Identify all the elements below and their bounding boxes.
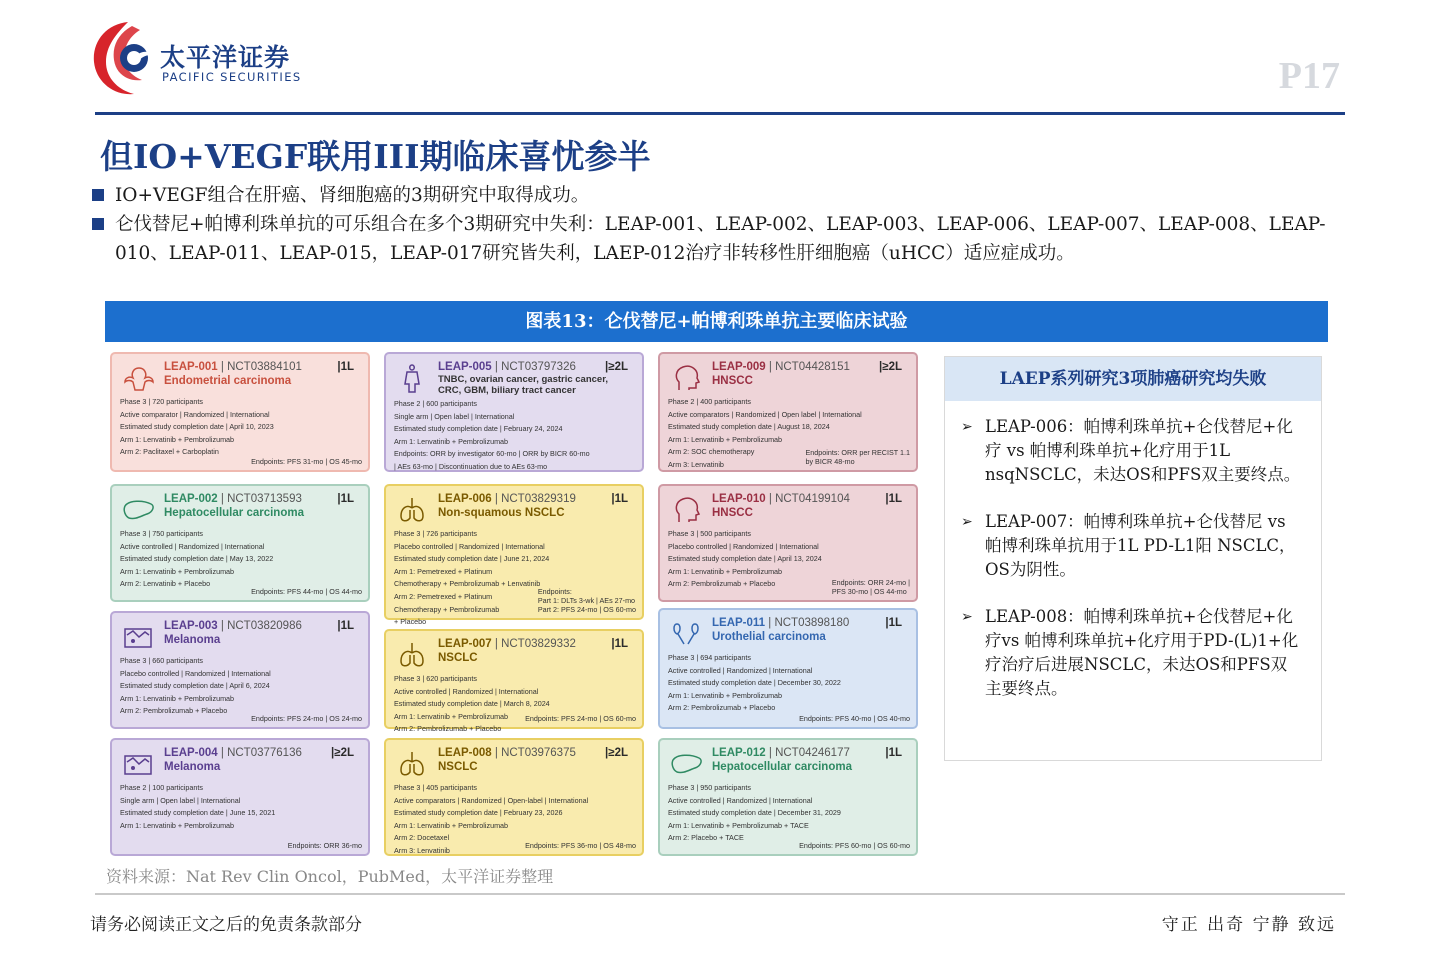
trial-detail-row: Chemotherapy + Pembrolizumab + Lenvatinib <box>394 579 541 589</box>
trial-details <box>394 398 636 474</box>
trial-detail-row: Arm 2: Placebo + TACE <box>668 833 744 843</box>
bullet-text: IO+VEGF组合在肝癌、肾细胞癌的3期研究中取得成功。 <box>115 185 590 206</box>
trial-card-header <box>712 492 902 520</box>
trial-details <box>120 655 362 718</box>
trial-nct-number: | NCT03829319 <box>491 493 576 505</box>
trial-card-header <box>164 746 354 774</box>
trial-card-header <box>712 746 902 774</box>
trial-card-header <box>438 360 628 396</box>
trial-detail-row: Arm 3: Lenvatinib <box>394 845 450 855</box>
trial-detail-row: Phase 3 | 720 participants <box>120 397 203 406</box>
trial-disease: NSCLC <box>438 652 478 664</box>
trial-detail-row: Chemotherapy + Pembrolizumab <box>394 604 500 614</box>
therapy-line: |1L <box>885 747 902 759</box>
trial-detail-row: Arm 1: Lenvatinib + Pembrolizumab <box>120 820 235 830</box>
trial-detail-row: Arm 2: Docetaxel <box>394 833 450 843</box>
trial-endpoints: Endpoints: ORR 24-mo | PFS 30-mo | OS 44-mo <box>831 578 910 596</box>
trial-details <box>120 782 362 832</box>
trial-detail-row: Estimated study completion date | April 10, 2023 <box>120 422 274 432</box>
head-icon <box>668 494 704 526</box>
company-motto: 守正 出奇 宁静 致远 <box>1161 915 1336 935</box>
disclaimer-note: 请务必阅读正文之后的免责条款部分 <box>90 915 362 935</box>
trial-detail-row: Arm 2: Pembrolizumab + Placebo <box>668 703 776 713</box>
trial-detail-row: Arm 2: Lenvatinib + Placebo <box>120 579 211 589</box>
trial-card-header <box>164 492 354 520</box>
therapy-line: |1L <box>611 493 628 505</box>
trial-detail-row: Estimated study completion date | February 23, 2026 <box>394 808 563 818</box>
summary-bullets <box>92 181 1332 268</box>
trial-detail-row: Active controlled | Randomized | International <box>668 795 813 805</box>
trial-detail-row: Single arm | Open label | International <box>120 795 241 805</box>
lungs-icon <box>394 639 430 671</box>
panel-item-text: LEAP-008：帕博利珠单抗+仑伐替尼+化疗vs 帕博利珠单抗+化疗用于PD-(L)1+化疗治疗后进展NSCLC，未达OS和PFS双主要终点。 <box>985 607 1299 698</box>
trial-card-header <box>164 619 354 647</box>
trial-detail-row: Placebo controlled | Randomized | International <box>668 541 819 551</box>
trial-endpoints: Endpoints: Part 1: DLTs 3-wk | AEs 27-mo Part 2: PFS 24-mo | OS 60-mo <box>537 587 636 614</box>
page-number: P17 <box>1278 55 1340 97</box>
bullet-text: 仑伐替尼+帕博利珠单抗的可乐组合在多个3期研究中失利：LEAP-001、LEAP-002、LEAP-003、LEAP-006、LEAP-007、LEAP-008、LEAP-010、LEAP-011、LEAP-015，LEAP-017研究皆失利，LAEP-012治疗非转移性肝细胞癌（uHCC）适应症成功。 <box>115 214 1326 264</box>
skin-icon <box>120 621 156 653</box>
trial-disease: Melanoma <box>164 761 221 773</box>
trial-id: LEAP-002 <box>164 493 218 505</box>
trial-id: LEAP-004 <box>164 747 218 759</box>
therapy-line: |1L <box>337 361 354 373</box>
footer-divider <box>95 893 1345 895</box>
therapy-line: |≥2L <box>605 361 628 373</box>
therapy-line: |1L <box>337 493 354 505</box>
trial-detail-row: Estimated study completion date | June 15, 2021 <box>120 808 276 818</box>
trial-card-header <box>438 637 628 665</box>
trial-disease: Hepatocellular carcinoma <box>164 507 304 519</box>
panel-title: LAEP系列研究3项肺癌研究均失败 <box>945 357 1321 401</box>
panel-item <box>961 510 1303 582</box>
trial-disease: Non-squamous NSCLC <box>438 507 565 519</box>
trial-id: LEAP-008 <box>438 747 492 759</box>
liver-icon <box>120 494 156 526</box>
trial-disease: TNBC, ovarian cancer, gastric cancer, CRC, GBM, biliary tract cancer <box>438 374 609 396</box>
trial-detail-row: Active comparators | Randomized | Open label | International <box>668 409 862 419</box>
company-logo <box>88 16 308 100</box>
trial-detail-row: Arm 1: Lenvatinib + Pembrolizumab <box>394 711 509 721</box>
trial-detail-row: Phase 3 | 726 participants <box>394 529 477 538</box>
bullet-item <box>92 210 1332 268</box>
trial-detail-row: Estimated study completion date | December 31, 2029 <box>668 808 841 818</box>
trial-detail-row: Arm 1: Lenvatinib + Pembrolizumab <box>120 566 235 576</box>
uterus-icon <box>120 362 156 394</box>
trial-nct-number: | NCT04199104 <box>765 493 850 505</box>
trial-details <box>668 652 910 715</box>
trial-card <box>658 608 918 729</box>
arrow-bullet-icon: ➢ <box>961 419 973 435</box>
trial-nct-number: | NCT03829332 <box>491 638 576 650</box>
trial-card <box>110 611 370 729</box>
trial-card <box>110 738 370 856</box>
arrow-bullet-icon: ➢ <box>961 609 973 625</box>
logo-mark-icon <box>88 16 168 100</box>
trial-detail-row: Arm 1: Lenvatinib + Pembrolizumab <box>668 566 783 576</box>
trial-detail-row: Estimated study completion date | August 18, 2024 <box>668 422 830 432</box>
trial-id: LEAP-007 <box>438 638 492 650</box>
lungs-icon <box>394 748 430 780</box>
trial-card <box>384 352 644 472</box>
logo-english-name: PACIFIC SECURITIES <box>162 70 302 84</box>
trial-detail-row: Placebo controlled | Randomized | International <box>394 541 545 551</box>
panel-item <box>961 605 1303 701</box>
trial-detail-row: Single arm | Open label | International <box>394 411 515 421</box>
trial-detail-row: Phase 2 | 600 participants <box>394 399 477 408</box>
trial-detail-row: Arm 1: Pemetrexed + Platinum <box>394 566 493 576</box>
therapy-line: |1L <box>611 638 628 650</box>
trial-detail-row: Estimated study completion date | March 8, 2024 <box>394 699 550 709</box>
trial-disease: NSCLC <box>438 761 478 773</box>
trial-detail-row: Phase 3 | 694 participants <box>668 653 751 662</box>
trial-card-header <box>712 360 902 388</box>
trial-detail-row: Arm 2: Pemetrexed + Platinum <box>394 591 493 601</box>
arrow-bullet-icon: ➢ <box>961 514 973 530</box>
trial-detail-row: Phase 3 | 500 participants <box>668 529 751 538</box>
trial-card <box>658 484 918 602</box>
trial-id: LEAP-006 <box>438 493 492 505</box>
skin-icon <box>120 748 156 780</box>
trial-card <box>110 352 370 472</box>
trial-disease: Hepatocellular carcinoma <box>712 761 852 773</box>
trial-endpoints: Endpoints: PFS 40-mo | OS 40-mo <box>799 714 910 723</box>
lung-cancer-summary-panel <box>944 356 1322 761</box>
trial-endpoints: Endpoints: PFS 44-mo | OS 44-mo <box>251 587 362 596</box>
trial-nct-number: | NCT04428151 <box>765 361 850 373</box>
trial-detail-row: Arm 1: Lenvatinib + Pembrolizumab <box>668 690 783 700</box>
trial-detail-row: Arm 1: Lenvatinib + Pembrolizumab <box>668 434 783 444</box>
trial-endpoints: Endpoints: ORR 36-mo <box>287 841 362 850</box>
trial-card <box>384 629 644 734</box>
trial-detail-row: Arm 1: Lenvatinib + Pembrolizumab <box>394 436 509 446</box>
trial-detail-row: Arm 2: Pembrolizumab + Placebo <box>394 724 502 734</box>
trial-detail-row: Active controlled | Randomized | International <box>394 686 539 696</box>
trial-nct-number: | NCT03713593 <box>217 493 302 505</box>
trial-detail-row: Arm 1: Lenvatinib + Pembrolizumab <box>120 434 235 444</box>
trial-detail-row: Arm 2: Paclitaxel + Carboplatin <box>120 447 219 457</box>
trial-detail-row: Active controlled | Randomized | International <box>668 665 813 675</box>
trial-card-header <box>712 616 902 644</box>
trial-detail-row: Estimated study completion date | April 6, 2024 <box>120 681 270 691</box>
page-title: 但IO+VEGF联用III期临床喜忧参半 <box>100 137 651 176</box>
trial-detail-row: Active comparator | Randomized | International <box>120 409 270 419</box>
bullet-item <box>92 181 1332 210</box>
trial-id: LEAP-003 <box>164 620 218 632</box>
trial-nct-number: | NCT03884101 <box>217 361 302 373</box>
trial-detail-row: Phase 3 | 750 participants <box>120 529 203 538</box>
lungs-icon <box>394 494 430 526</box>
trial-endpoints: Endpoints: PFS 36-mo | OS 48-mo <box>525 841 636 850</box>
trial-disease: HNSCC <box>712 507 753 519</box>
trial-card <box>658 352 918 472</box>
trial-card <box>384 484 644 627</box>
trial-id: LEAP-001 <box>164 361 218 373</box>
square-bullet-icon <box>92 218 104 230</box>
trial-detail-row: | AEs 63-mo | Discontinuation due to AEs 63-mo <box>394 461 548 471</box>
trial-detail-row: Arm 1: Lenvatinib + Pembrolizumab + TACE <box>668 820 809 830</box>
trial-detail-row: Phase 3 | 660 participants <box>120 656 203 665</box>
trial-nct-number: | NCT03976375 <box>491 747 576 759</box>
panel-item-text: LEAP-006：帕博利珠单抗+仑伐替尼+化疗 vs 帕博利珠单抗+化疗用于1L nsqNSCLC，未达OS和PFS双主要终点。 <box>985 417 1301 484</box>
trial-details <box>394 673 636 736</box>
therapy-line: |≥2L <box>879 361 902 373</box>
trial-nct-number: | NCT04246177 <box>765 747 850 759</box>
trial-endpoints: Endpoints: ORR per RECIST 1.1 by BICR 48-mo <box>805 448 910 466</box>
trial-endpoints: Endpoints: PFS 60-mo | OS 60-mo <box>799 841 910 850</box>
trial-details <box>668 782 910 845</box>
trial-disease: Urothelial carcinoma <box>712 631 826 643</box>
trial-detail-row: Active controlled | Randomized | International <box>120 541 265 551</box>
therapy-line: |≥2L <box>605 747 628 759</box>
trial-detail-row: Estimated study completion date | February 24, 2024 <box>394 424 563 434</box>
trial-detail-row: Arm 3: Lenvatinib <box>668 459 724 469</box>
trial-detail-row: + Placebo <box>394 617 427 627</box>
kidney-icon <box>668 618 704 650</box>
square-bullet-icon <box>92 189 104 201</box>
header-divider <box>95 112 1345 115</box>
trial-nct-number: | NCT03820986 <box>217 620 302 632</box>
trial-disease: Melanoma <box>164 634 221 646</box>
head-icon <box>668 362 704 394</box>
trial-id: LEAP-011 <box>712 617 766 629</box>
trial-detail-row: Active comparators | Randomized | Open-label | International <box>394 795 589 805</box>
trial-detail-row: Phase 2 | 100 participants <box>120 783 203 792</box>
liver-icon <box>668 748 704 780</box>
therapy-line: |1L <box>885 493 902 505</box>
trial-card <box>110 484 370 602</box>
trial-card-header <box>438 492 628 520</box>
trial-disease: Endometrial carcinoma <box>164 375 292 387</box>
body-icon <box>394 362 430 394</box>
trial-disease: HNSCC <box>712 375 753 387</box>
trial-detail-row: Arm 1: Lenvatinib + Pembrolizumab <box>394 820 509 830</box>
therapy-line: |1L <box>337 620 354 632</box>
logo-chinese-name: 太平洋证券 <box>160 43 291 72</box>
trial-detail-row: Estimated study completion date | December 30, 2022 <box>668 678 841 688</box>
trial-detail-row: Placebo controlled | Randomized | International <box>120 668 271 678</box>
trial-detail-row: Estimated study completion date | April 13, 2024 <box>668 554 822 564</box>
trial-detail-row: Arm 2: SOC chemotherapy <box>668 447 755 457</box>
panel-item <box>961 415 1303 487</box>
trial-details <box>120 396 362 459</box>
therapy-line: |≥2L <box>331 747 354 759</box>
figure-title-bar: 图表13：仑伐替尼+帕博利珠单抗主要临床试验 <box>105 301 1328 342</box>
trial-detail-row: Phase 3 | 405 participants <box>394 783 477 792</box>
trial-nct-number: | NCT03797326 <box>491 361 576 373</box>
panel-item-text: LEAP-007：帕博利珠单抗+仑伐替尼 vs 帕博利珠单抗用于1L PD-L1阳 NSCLC，OS为阴性。 <box>985 512 1296 579</box>
trial-id: LEAP-012 <box>712 747 766 759</box>
trial-detail-row: Estimated study completion date | June 21, 2024 <box>394 554 550 564</box>
trial-nct-number: | NCT03898180 <box>765 617 850 629</box>
trial-endpoints: Endpoints: PFS 31-mo | OS 45-mo <box>251 457 362 466</box>
trial-card-header <box>164 360 354 388</box>
trial-id: LEAP-009 <box>712 361 766 373</box>
trial-id: LEAP-005 <box>438 361 492 373</box>
trial-detail-row: Estimated study completion date | May 13, 2022 <box>120 554 274 564</box>
trial-detail-row: Endpoints: ORR by investigator 60-mo | ORR by BICR 60-mo <box>394 449 590 459</box>
trial-detail-row: Phase 2 | 400 participants <box>668 397 751 406</box>
trial-endpoints: Endpoints: PFS 24-mo | OS 24-mo <box>251 714 362 723</box>
trial-detail-row: Arm 1: Lenvatinib + Pembrolizumab <box>120 693 235 703</box>
trial-id: LEAP-010 <box>712 493 766 505</box>
trial-detail-row: Phase 3 | 620 participants <box>394 674 477 683</box>
trial-detail-row: Arm 2: Pembrolizumab + Placebo <box>120 706 228 716</box>
trial-endpoints: Endpoints: PFS 24-mo | OS 60-mo <box>525 714 636 723</box>
trial-card-header <box>438 746 628 774</box>
trial-card <box>384 738 644 856</box>
source-note: 资料来源：Nat Rev Clin Oncol，PubMed，太平洋证券整理 <box>106 867 554 886</box>
trial-detail-row: Arm 2: Pembrolizumab + Placebo <box>668 579 776 589</box>
trial-card <box>658 738 918 856</box>
trial-nct-number: | NCT03776136 <box>217 747 302 759</box>
therapy-line: |1L <box>885 617 902 629</box>
trial-details <box>120 528 362 591</box>
trial-detail-row: Phase 3 | 950 participants <box>668 783 751 792</box>
